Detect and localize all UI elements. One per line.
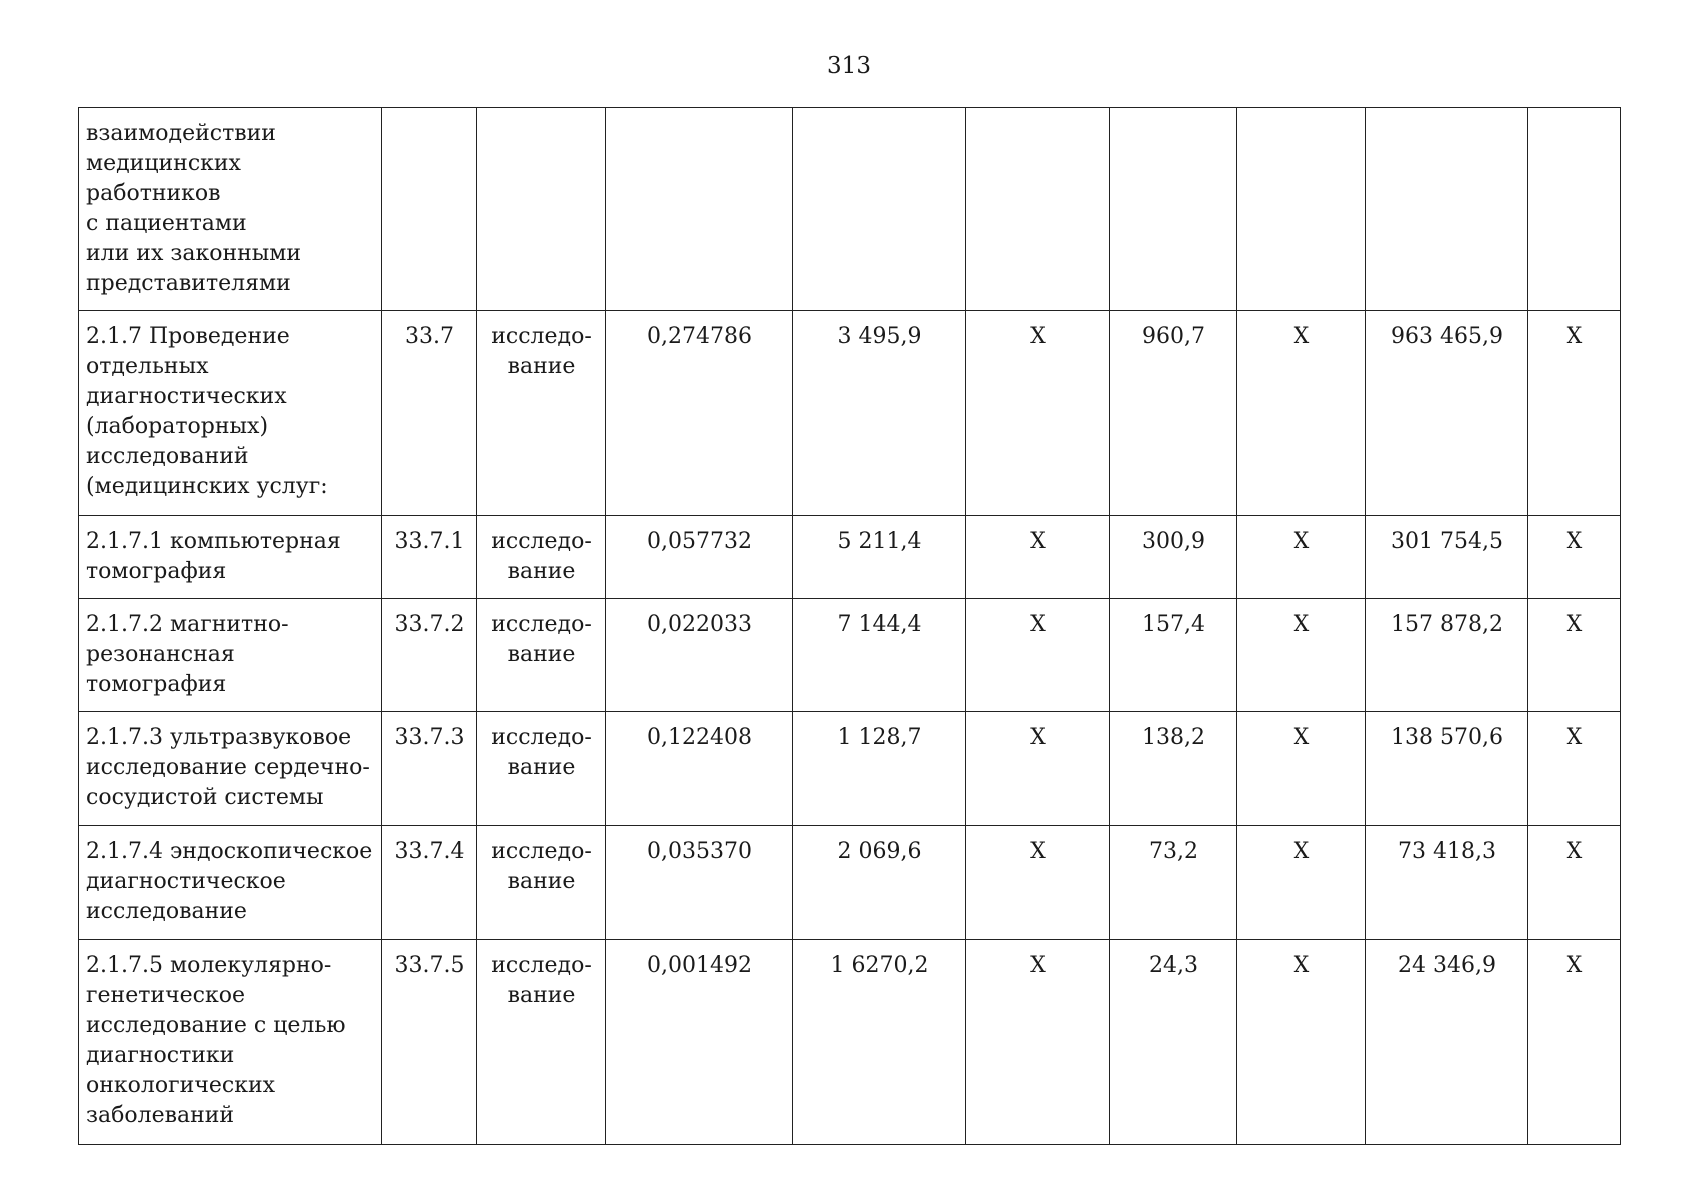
page-number: 313 xyxy=(827,53,871,79)
code-cell xyxy=(382,108,477,311)
cost-norm-cell: 3 495,9 xyxy=(793,311,966,516)
x-cell: Х xyxy=(966,311,1110,516)
x-cell: Х xyxy=(1237,599,1366,712)
per-capita-cell: 960,7 xyxy=(1110,311,1237,516)
volume-norm-cell: 0,057732 xyxy=(606,516,793,599)
table-row xyxy=(79,599,1621,712)
x-cell: Х xyxy=(1528,311,1621,516)
x-cell: Х xyxy=(1237,311,1366,516)
total-cost-cell: 24 346,9 xyxy=(1366,940,1528,1145)
service-name-cell: взаимодействии медицинских работников с пациентами или их законными представителями xyxy=(79,108,382,311)
code-cell: 33.7 xyxy=(382,311,477,516)
cost-norm-cell: 7 144,4 xyxy=(793,599,966,712)
x-cell: Х xyxy=(966,940,1110,1145)
volume-norm-cell: 0,035370 xyxy=(606,826,793,940)
table-row xyxy=(79,108,1621,311)
unit-cell: исследо- вание xyxy=(477,599,606,712)
per-capita-cell: 157,4 xyxy=(1110,599,1237,712)
x-cell: Х xyxy=(1528,940,1621,1145)
service-name-cell: 2.1.7.1 компьютерная томография xyxy=(79,516,382,599)
x-cell: Х xyxy=(1237,826,1366,940)
volume-norm-cell: 0,122408 xyxy=(606,712,793,826)
volume-norm-cell xyxy=(606,108,793,311)
service-name-cell: 2.1.7.5 молекулярно- генетическое исследование с целью диагностики онкологических заболеваний xyxy=(79,940,382,1145)
unit-cell: исследо- вание xyxy=(477,516,606,599)
x-cell: Х xyxy=(1237,516,1366,599)
code-cell: 33.7.3 xyxy=(382,712,477,826)
per-capita-cell: 300,9 xyxy=(1110,516,1237,599)
x-cell: Х xyxy=(966,516,1110,599)
table-row xyxy=(79,516,1621,599)
x-cell xyxy=(1528,108,1621,311)
per-capita-cell: 24,3 xyxy=(1110,940,1237,1145)
x-cell xyxy=(1237,108,1366,311)
x-cell: Х xyxy=(1528,599,1621,712)
unit-cell: исследо- вание xyxy=(477,311,606,516)
cost-norm-cell: 1 6270,2 xyxy=(793,940,966,1145)
total-cost-cell: 963 465,9 xyxy=(1366,311,1528,516)
service-name-cell: 2.1.7 Проведение отдельных диагностических (лабораторных) исследований (медицинских услуг: xyxy=(79,311,382,516)
x-cell xyxy=(966,108,1110,311)
cost-norm-cell: 5 211,4 xyxy=(793,516,966,599)
total-cost-cell xyxy=(1366,108,1528,311)
code-cell: 33.7.1 xyxy=(382,516,477,599)
unit-cell: исследо- вание xyxy=(477,940,606,1145)
table-row xyxy=(79,940,1621,1145)
per-capita-cell: 73,2 xyxy=(1110,826,1237,940)
service-name-cell: 2.1.7.3 ультразвуковое исследование сердечно- сосудистой системы xyxy=(79,712,382,826)
code-cell: 33.7.4 xyxy=(382,826,477,940)
x-cell: Х xyxy=(966,826,1110,940)
unit-cell: исследо- вание xyxy=(477,712,606,826)
code-cell: 33.7.5 xyxy=(382,940,477,1145)
total-cost-cell: 301 754,5 xyxy=(1366,516,1528,599)
cost-norm-cell: 1 128,7 xyxy=(793,712,966,826)
x-cell: Х xyxy=(1237,940,1366,1145)
per-capita-cell: 138,2 xyxy=(1110,712,1237,826)
tariff-table xyxy=(78,107,1621,1145)
x-cell: Х xyxy=(966,599,1110,712)
service-name-cell: 2.1.7.4 эндоскопическое диагностическое исследование xyxy=(79,826,382,940)
x-cell: Х xyxy=(1528,826,1621,940)
x-cell: Х xyxy=(966,712,1110,826)
x-cell: Х xyxy=(1528,712,1621,826)
volume-norm-cell: 0,001492 xyxy=(606,940,793,1145)
cost-norm-cell: 2 069,6 xyxy=(793,826,966,940)
volume-norm-cell: 0,274786 xyxy=(606,311,793,516)
total-cost-cell: 138 570,6 xyxy=(1366,712,1528,826)
per-capita-cell xyxy=(1110,108,1237,311)
x-cell: Х xyxy=(1237,712,1366,826)
table-row xyxy=(79,712,1621,826)
code-cell: 33.7.2 xyxy=(382,599,477,712)
unit-cell: исследо- вание xyxy=(477,826,606,940)
total-cost-cell: 157 878,2 xyxy=(1366,599,1528,712)
service-name-cell: 2.1.7.2 магнитно- резонансная томография xyxy=(79,599,382,712)
cost-norm-cell xyxy=(793,108,966,311)
total-cost-cell: 73 418,3 xyxy=(1366,826,1528,940)
volume-norm-cell: 0,022033 xyxy=(606,599,793,712)
x-cell: Х xyxy=(1528,516,1621,599)
table-row xyxy=(79,826,1621,940)
unit-cell xyxy=(477,108,606,311)
table-row xyxy=(79,311,1621,516)
